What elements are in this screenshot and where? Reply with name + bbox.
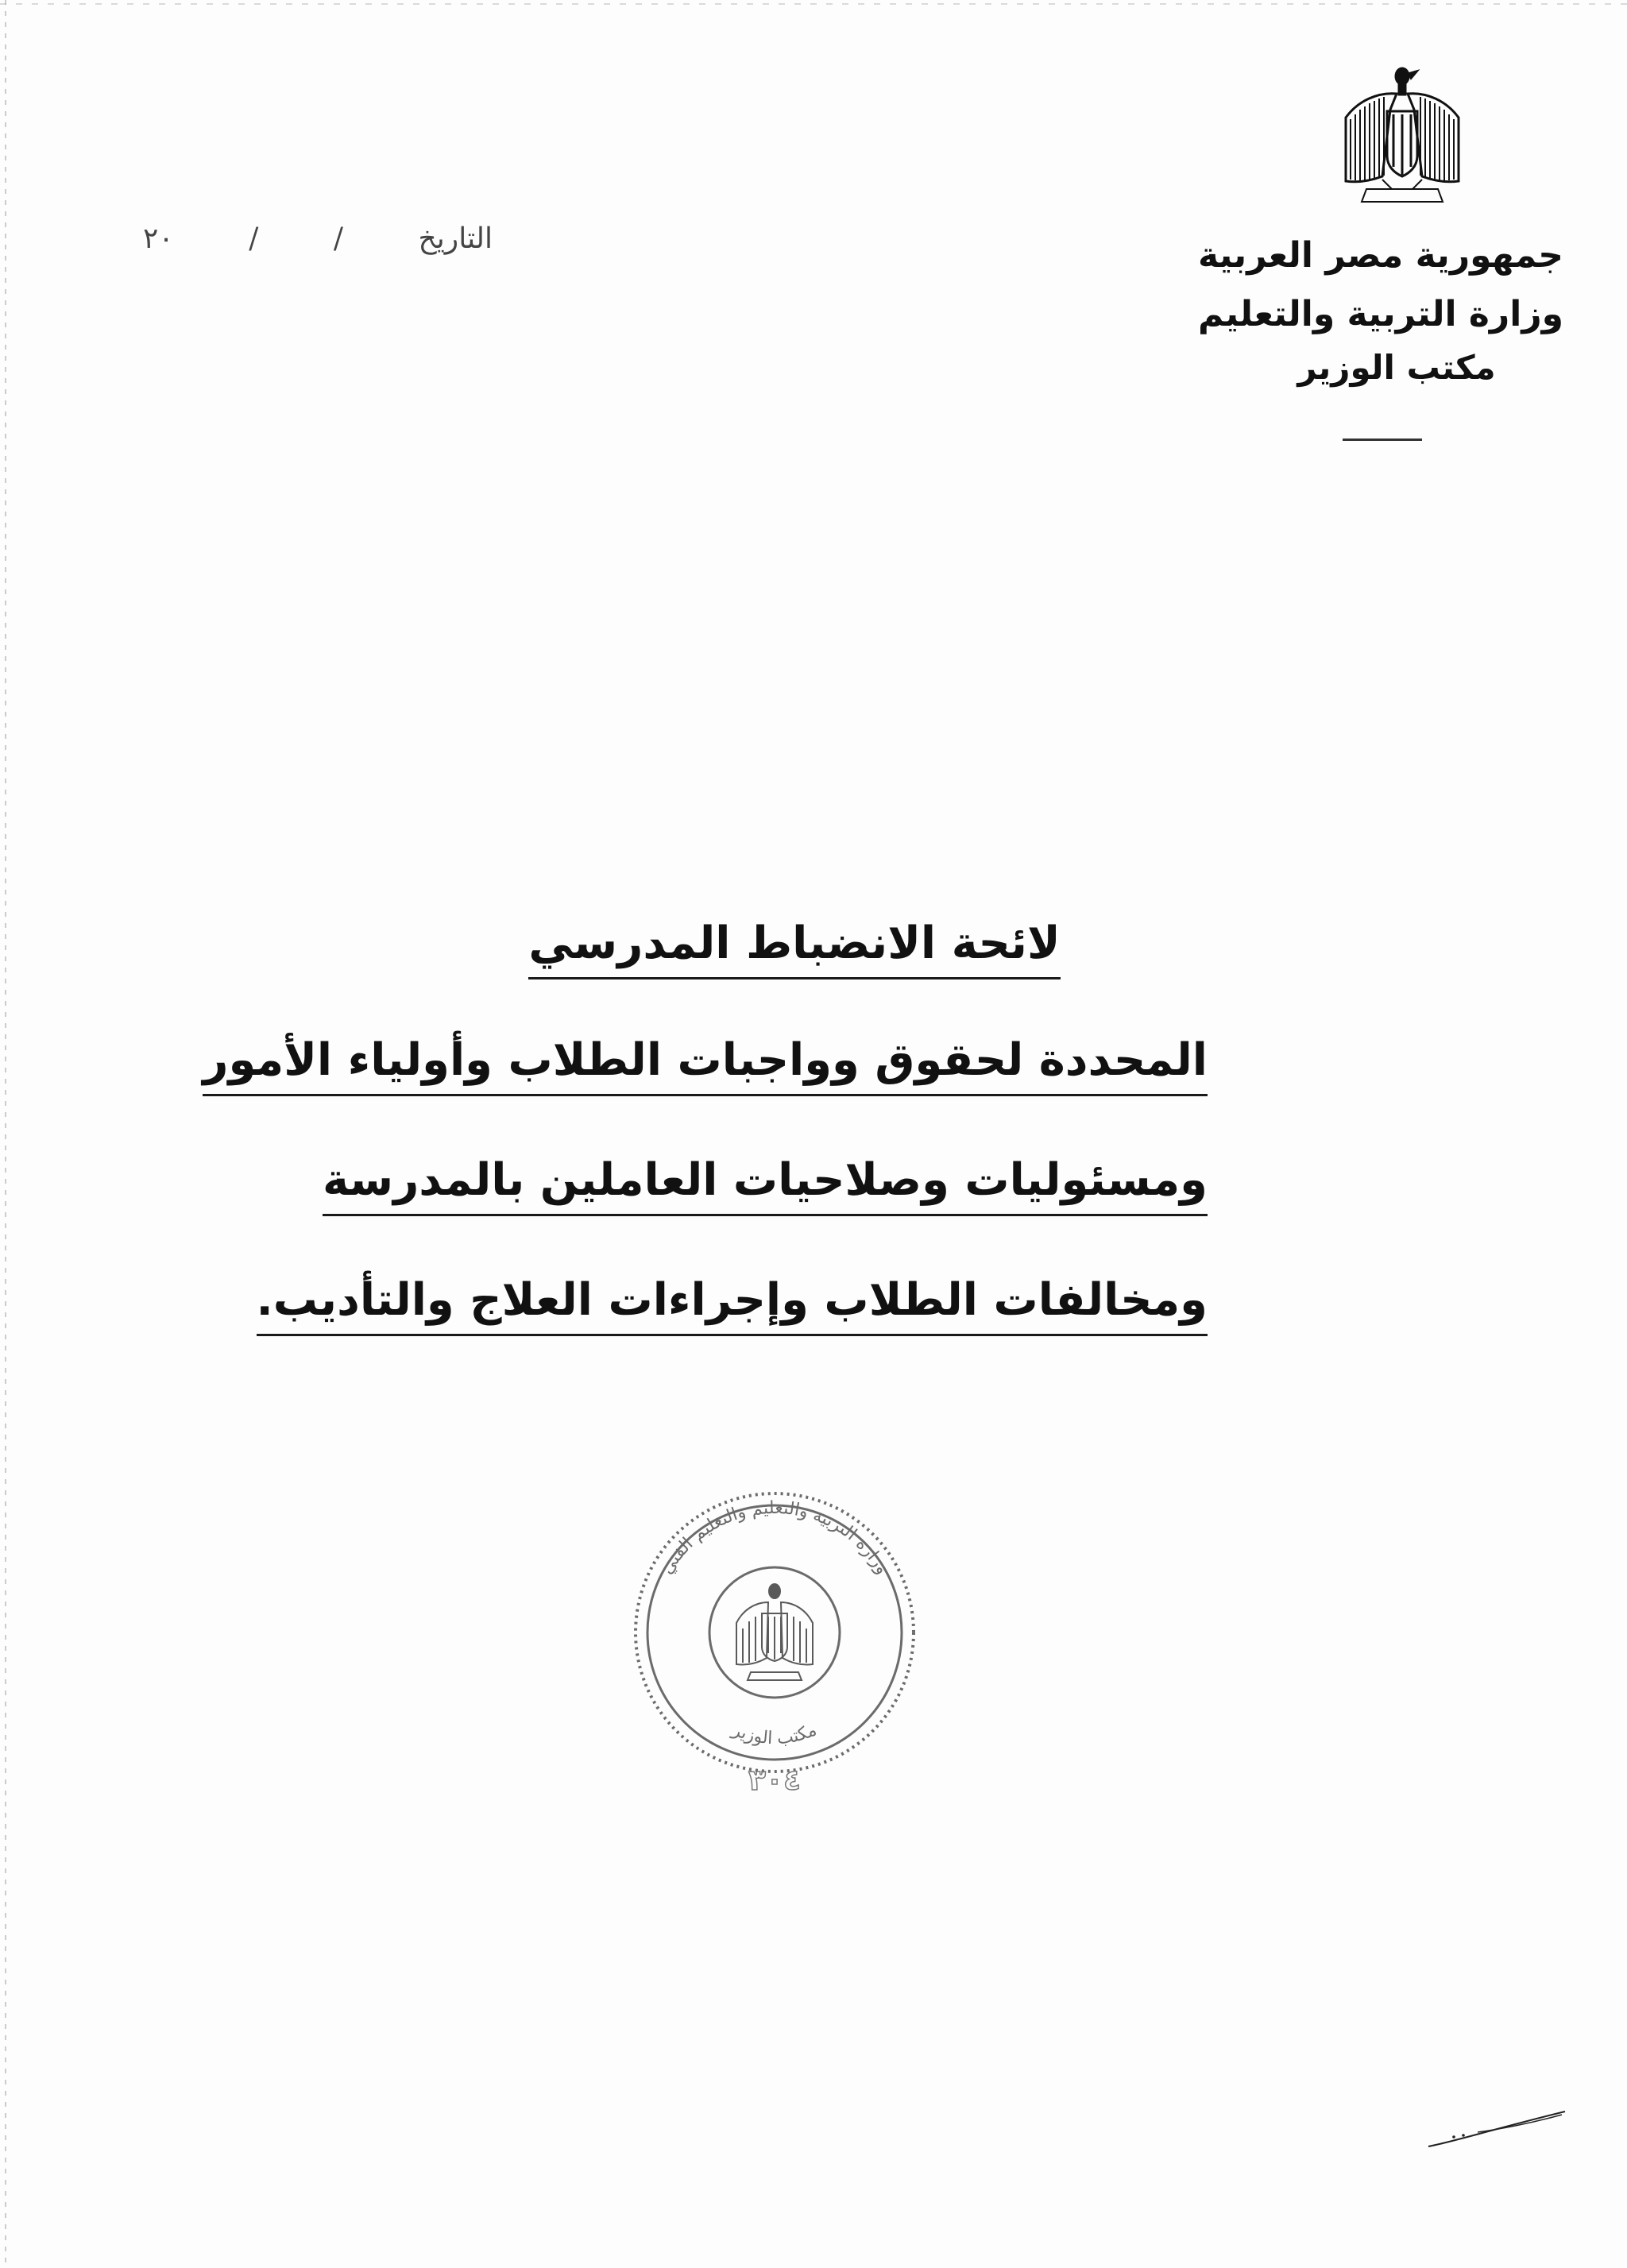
date-label: التاريخ <box>418 222 493 255</box>
date-field <box>143 222 493 255</box>
title-line-1: لائحة الانضباط المدرسي <box>528 921 1060 979</box>
header-divider <box>1343 439 1422 441</box>
egypt-eagle-emblem-icon <box>1335 62 1470 213</box>
ministry-header <box>1198 235 1563 387</box>
document-title <box>203 918 1208 1336</box>
stamp-number: ٣٠٤ <box>748 1764 801 1797</box>
svg-text:وزارة التربية والتعليم والتعلي <box>657 1498 892 1578</box>
handwritten-signature-icon <box>1422 2097 1581 2161</box>
office-name: مكتب الوزير <box>1297 348 1496 387</box>
ministry-seal-icon <box>592 1474 957 1807</box>
date-year-prefix: ٢٠ <box>143 222 174 255</box>
stamp-bottom-text: مكتب الوزير <box>729 1720 820 1749</box>
country-name: جمهورية مصر العربية <box>1198 235 1563 276</box>
ministry-name: وزارة التربية والتعليم <box>1198 294 1563 334</box>
title-line-4: ومخالفات الطلاب وإجراءات العلاج والتأديب. <box>257 1278 1208 1336</box>
date-separator-2: / <box>249 222 259 255</box>
date-separator-1: / <box>333 222 344 255</box>
svg-text:مكتب الوزير <box>728 1720 819 1749</box>
scan-edge-left <box>5 0 6 2268</box>
scan-edge-top <box>0 3 1627 5</box>
title-line-2: المحددة لحقوق وواجبات الطلاب وأولياء الأمور <box>203 1038 1208 1096</box>
title-line-3: ومسئوليات وصلاحيات العاملين بالمدرسة <box>323 1158 1208 1216</box>
stamp-text: وزارة التربية والتعليم والتعليم الفني <box>656 1497 893 1578</box>
